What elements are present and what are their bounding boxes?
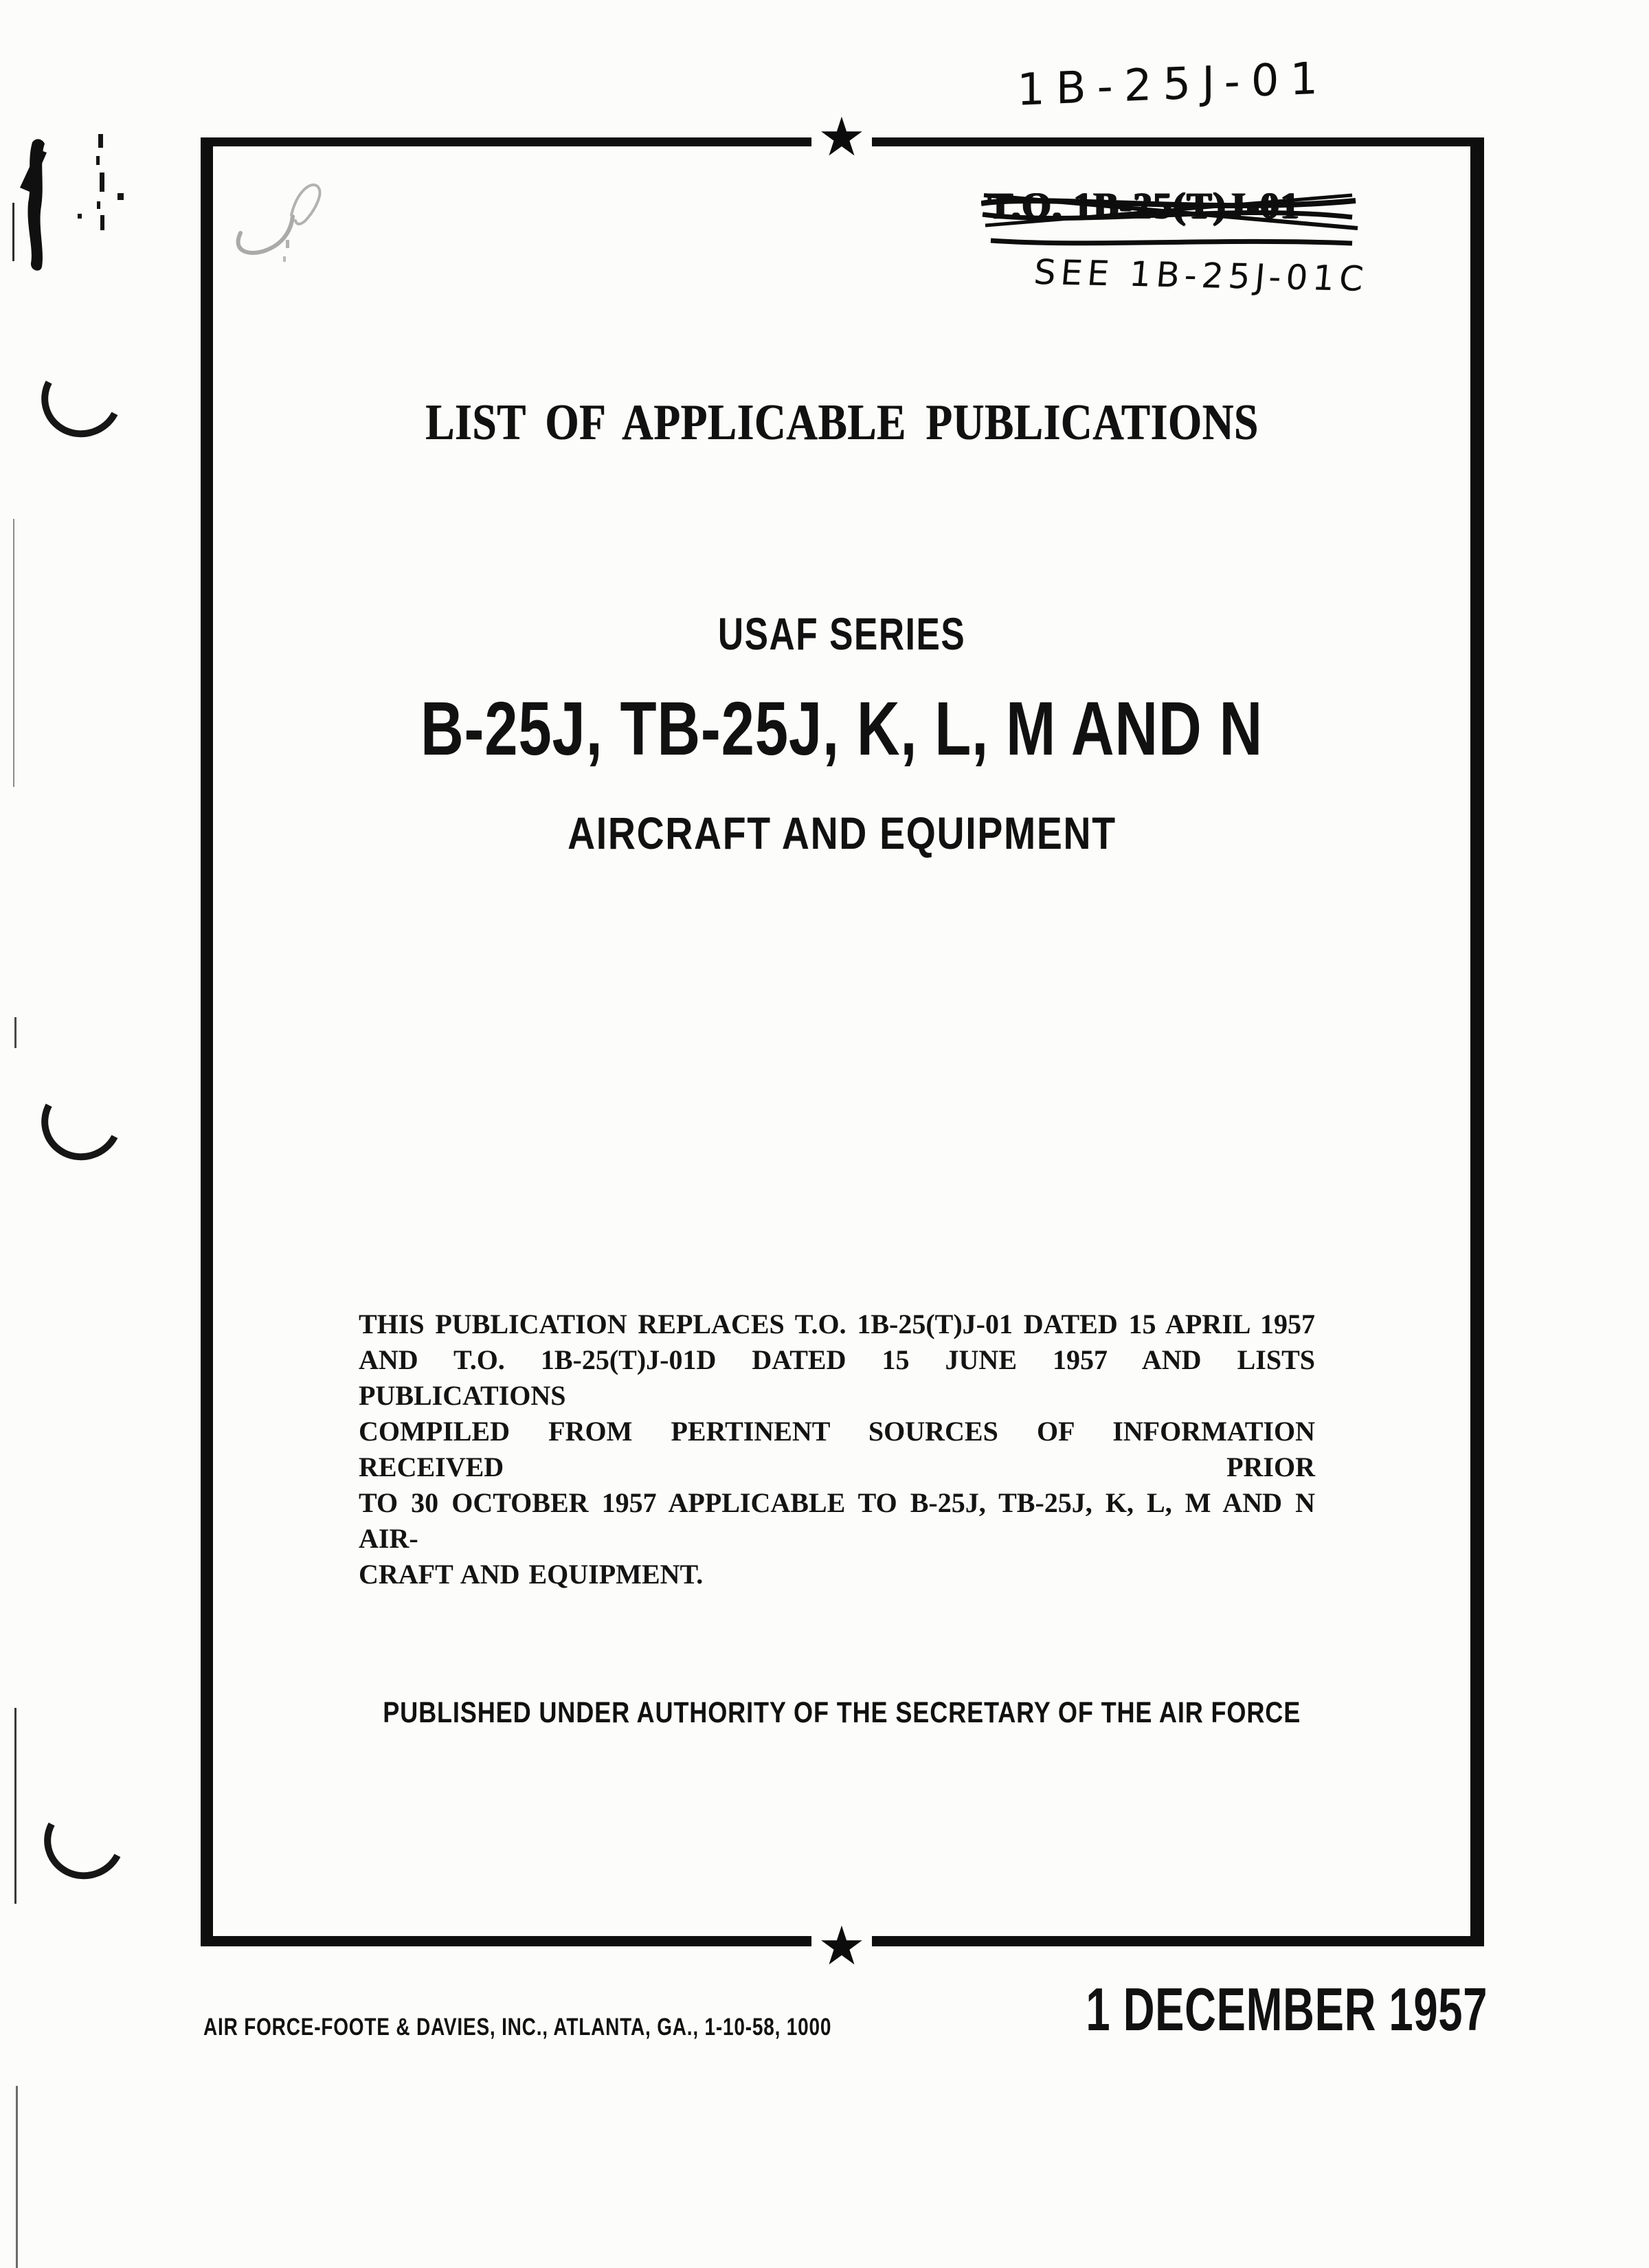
subtitle-heading	[213, 810, 1470, 856]
hole-punch-mark	[31, 348, 132, 448]
handwritten-see-note: SEE 1B-25J-01C	[1032, 252, 1370, 300]
scan-edge-line	[14, 1708, 16, 1904]
scan-edge-line	[12, 203, 14, 261]
aircraft-models-heading	[213, 687, 1470, 771]
scan-edge-line	[13, 519, 14, 787]
hole-punch-mark	[31, 1071, 132, 1171]
publication-date: 1 DECEMBER 1957	[1086, 1975, 1488, 2043]
handwritten-to-number: 1B-25J-01	[1017, 53, 1330, 116]
page-title	[213, 394, 1470, 451]
series-heading-text: USAF SERIES	[717, 608, 966, 659]
page-title-text: LIST OF APPLICABLE PUBLICATIONS	[425, 394, 1259, 451]
subtitle-heading-text: AIRCRAFT AND EQUIPMENT	[567, 808, 1117, 858]
scan-edge-line	[14, 1017, 16, 1048]
series-heading	[213, 608, 1470, 659]
authority-line-text: PUBLISHED UNDER AUTHORITY OF THE SECRETARY OF THE AIR FORCE	[383, 1696, 1301, 1729]
paragraph-line: THIS PUBLICATION REPLACES T.O. 1B-25(T)J-01 DATED 15 APRIL 1957	[359, 1309, 1315, 1339]
paragraph-line: AND T.O. 1B-25(T)J-01D DATED 15 JUNE 1957 AND LISTS PUBLICATIONS	[359, 1344, 1315, 1411]
star-icon-bottom: ★	[811, 1920, 872, 1973]
scan-edge-line	[16, 2086, 18, 2268]
crossed-out-text: T.O. 1B-25(T)J-01	[988, 185, 1301, 226]
pen-mark	[17, 134, 148, 282]
paragraph-line: CRAFT AND EQUIPMENT.	[359, 1559, 704, 1590]
paragraph-line: COMPILED FROM PERTINENT SOURCES OF INFORMATION RECEIVED PRIOR	[359, 1416, 1315, 1482]
page-border-box	[201, 107, 1484, 1977]
authority-line	[213, 1698, 1470, 1728]
star-icon-top: ★	[811, 111, 872, 164]
pencil-scribble	[225, 166, 335, 276]
replacement-notice-paragraph	[359, 1307, 1315, 1592]
printer-imprint: AIR FORCE-FOOTE & DAVIES, INC., ATLANTA, GA., 1-10-58, 1000	[203, 2014, 832, 2041]
hole-punch-mark	[34, 1790, 135, 1890]
aircraft-models-text: B-25J, TB-25J, K, L, M AND N	[420, 687, 1264, 771]
paragraph-line: TO 30 OCTOBER 1957 APPLICABLE TO B-25J, TB-25J, K, L, M AND N AIR-	[359, 1487, 1315, 1554]
